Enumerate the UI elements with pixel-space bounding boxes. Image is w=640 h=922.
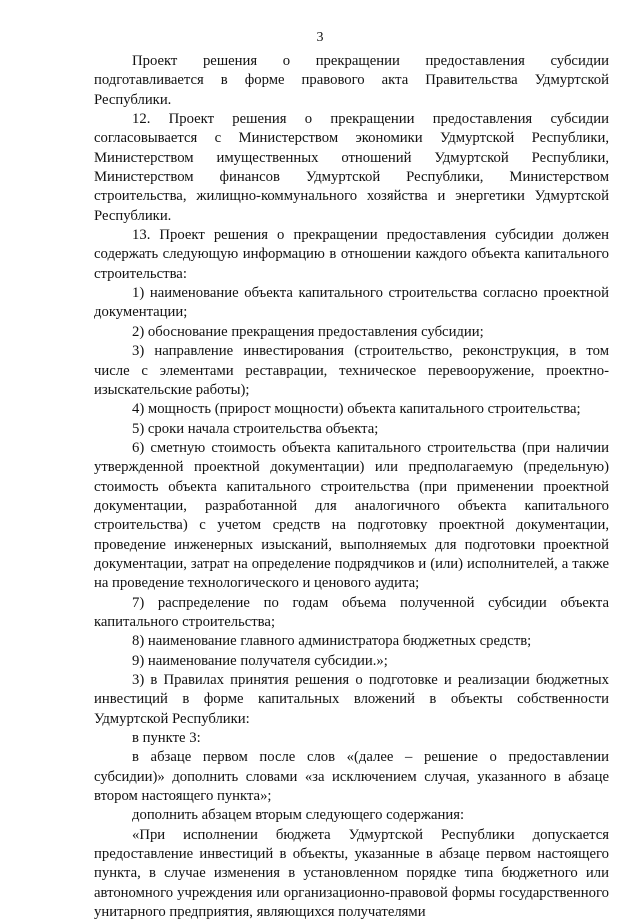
page-number: 3 — [316, 30, 324, 45]
list-item: 5) сроки начала строительства объекта; — [132, 420, 379, 437]
list-item: 8) наименование главного администратора бюджетных средств; — [132, 633, 532, 650]
paragraph: 13. Проект решения о прекращении предоставления субсидии должен содержать следующую информацию в отношении каждого объекта капитального строительства: — [94, 227, 609, 282]
list-item: 1) наименование объекта капитального строительства согласно проектной документации; — [94, 285, 609, 321]
document-body — [94, 52, 609, 922]
list-item: 3) направление инвестирования (строительство, реконструкция, в том числе с элементами реставрации, техническое перевооружение, проектно-изыскательские работы); — [94, 343, 609, 398]
paragraph: в абзаце первом после слов «(далее – решение о предоставлении субсидии)» дополнить словами «за исключением случая, указанного в абзаце втором настоящего пункта»; — [94, 749, 609, 805]
list-item: 4) мощность (прирост мощности) объекта капитального строительства; — [132, 401, 581, 418]
paragraph: Проект решения о прекращении предоставления субсидии подготавливается в форме правового акта Правительства Удмуртской Республики. — [94, 53, 609, 108]
paragraph: в пункте 3: — [132, 730, 201, 747]
list-item: 9) наименование получателя субсидии.»; — [132, 652, 388, 669]
paragraph: 12. Проект решения о прекращении предоставления субсидии согласовывается с Министерством экономики Удмуртской Республики, Министерством имущественных отношений Удмуртской Республики, Министерством финансов Удмуртской Республики, Министерством строительства, жилищно-коммунального хозяйства и энергетики Удмуртской Республики. — [94, 111, 609, 224]
paragraph: дополнить абзацем вторым следующего содержания: — [132, 807, 465, 824]
paragraph: «При исполнении бюджета Удмуртской Республики допускается предоставление инвестиций в объекты, указанные в абзаце первом настоящего пункта, в случае изменения в установленном порядке типа бюджетного или автономного учреждения или организационно-правовой формы государственного унитарного предприятия, являющихся получателями — [94, 826, 609, 921]
list-item: 2) обоснование прекращения предоставления субсидии; — [132, 323, 484, 340]
paragraph: 3) в Правилах принятия решения о подготовке и реализации бюджетных инвестиций в форме капитальных вложений в объекты собственности Удмуртской Республики: — [94, 672, 609, 727]
list-item: 7) распределение по годам объема полученной субсидии объекта капитального строительства; — [94, 594, 609, 630]
list-item: 6) сметную стоимость объекта капитального строительства (при наличии утвержденной проектной документации) или предполагаемую (предельную) стоимость объекта капитального строительства (при применении проектной документации, разработанной для аналогичного объекта капитального строительства) с учетом средств на подготовку проектной документации, проведение инженерных изысканий, выполняемых для подготовки проектной документации, затрат на определение подрядчиков и (или) исполнителей, а также на проведение технологического и ценового аудита; — [94, 439, 609, 592]
